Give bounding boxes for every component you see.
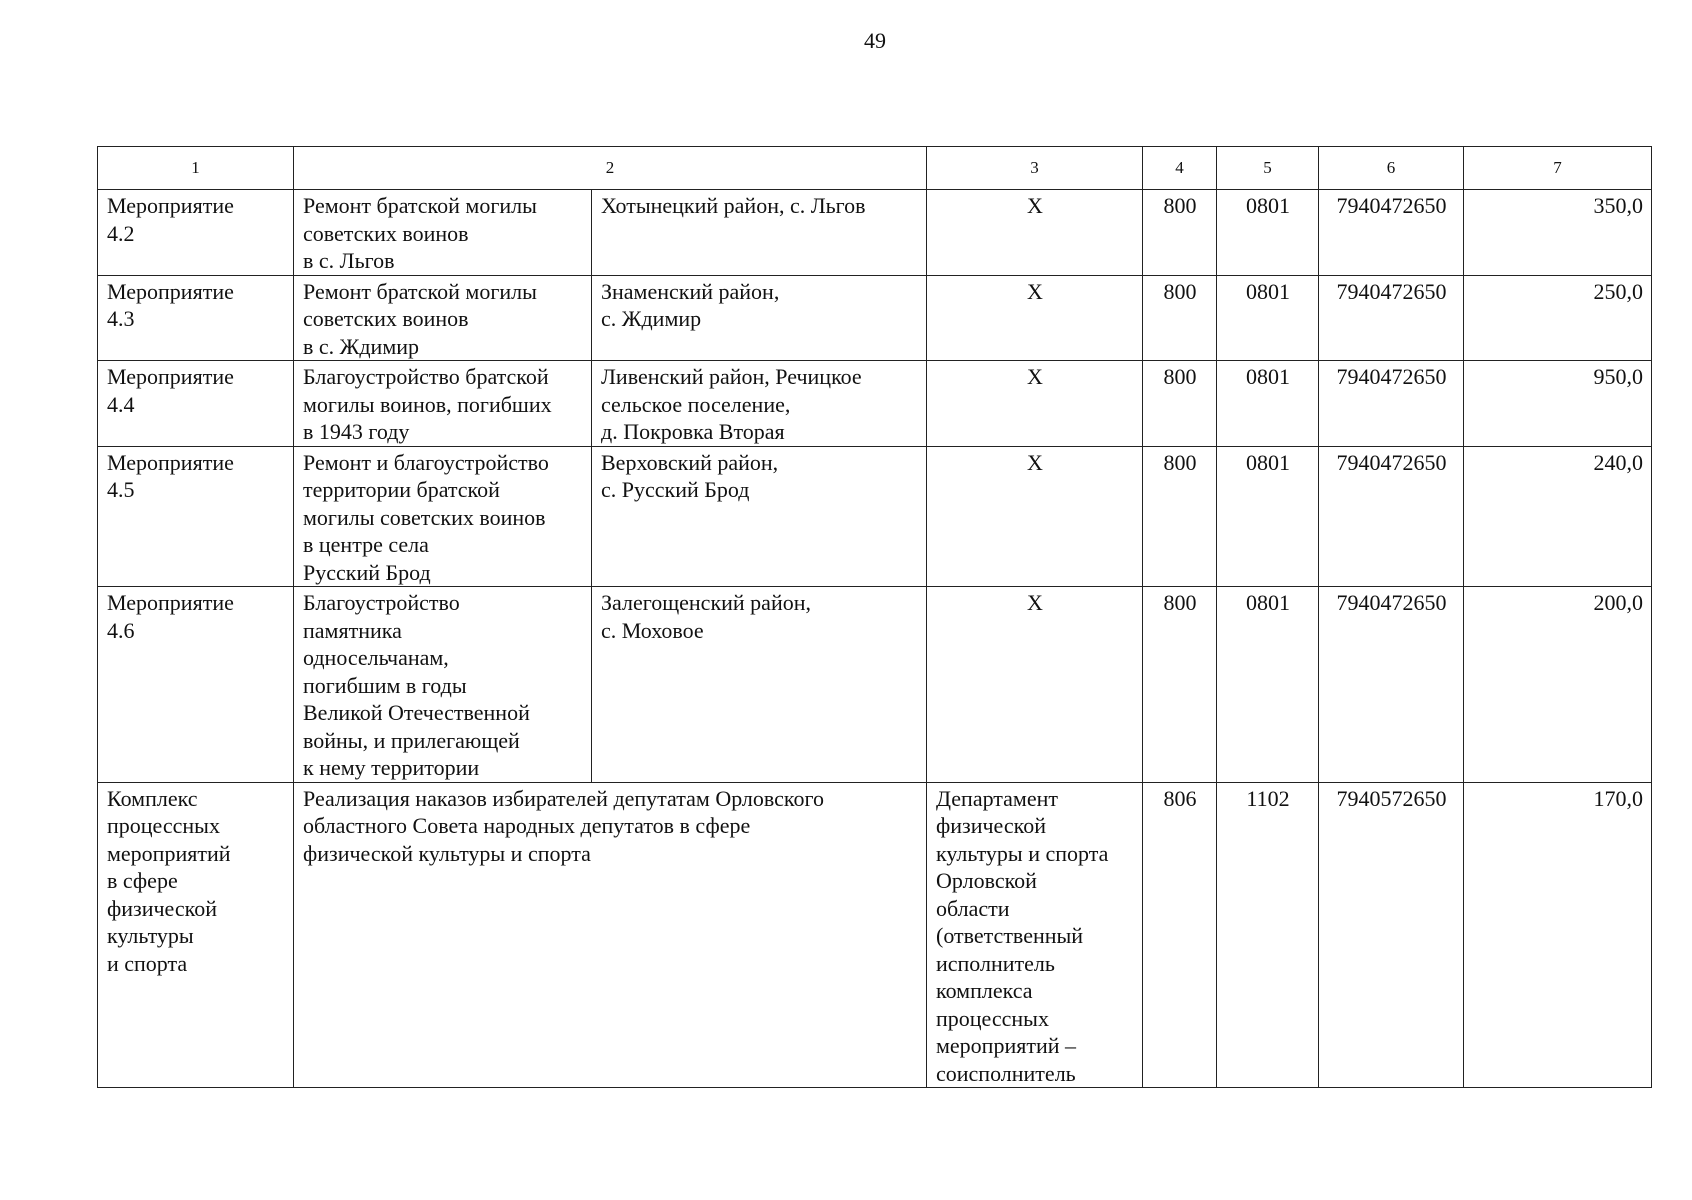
- location-cell: Знаменский район, с. Ждимир: [592, 275, 927, 361]
- event-cell: Мероприятие 4.4: [98, 361, 294, 447]
- header-cell: 3: [927, 147, 1143, 190]
- code-cell: 0801: [1217, 361, 1319, 447]
- event-cell: Мероприятие 4.6: [98, 587, 294, 783]
- code-cell: 7940472650: [1319, 361, 1464, 447]
- code-cell: 7940472650: [1319, 446, 1464, 587]
- work-cell: Ремонт и благоустройство территории братской могилы советских воинов в центре села Русский Брод: [294, 446, 592, 587]
- amount-cell: 350,0: [1464, 190, 1652, 276]
- location-cell: Верховский район, с. Русский Брод: [592, 446, 927, 587]
- executor-cell: Х: [927, 361, 1143, 447]
- event-cell: Мероприятие 4.3: [98, 275, 294, 361]
- amount-cell: 170,0: [1464, 782, 1652, 1088]
- code-cell: 800: [1143, 361, 1217, 447]
- code-cell: 7940472650: [1319, 190, 1464, 276]
- event-cell: Мероприятие 4.5: [98, 446, 294, 587]
- code-cell: 800: [1143, 446, 1217, 587]
- table-row-complex: [98, 782, 1652, 1088]
- table-row: [98, 446, 1652, 587]
- executor-cell: Департамент физической культуры и спорта Орловской области (ответственный исполнитель комплекса процессных мероприятий – соисполнитель: [927, 782, 1143, 1088]
- table-row: [98, 275, 1652, 361]
- work-cell: Благоустройство памятника односельчанам, погибшим в годы Великой Отечественной войны, и прилегающей к нему территории: [294, 587, 592, 783]
- executor-cell: Х: [927, 446, 1143, 587]
- work-cell: Ремонт братской могилы советских воинов в с. Ждимир: [294, 275, 592, 361]
- executor-cell: Х: [927, 275, 1143, 361]
- code-cell: 1102: [1217, 782, 1319, 1088]
- amount-cell: 240,0: [1464, 446, 1652, 587]
- table-row: [98, 361, 1652, 447]
- code-cell: 800: [1143, 587, 1217, 783]
- code-cell: 800: [1143, 275, 1217, 361]
- header-cell: 6: [1319, 147, 1464, 190]
- work-cell: Ремонт братской могилы советских воинов в с. Льгов: [294, 190, 592, 276]
- amount-cell: 200,0: [1464, 587, 1652, 783]
- executor-cell: Х: [927, 190, 1143, 276]
- header-row: [98, 147, 1652, 190]
- code-cell: 7940572650: [1319, 782, 1464, 1088]
- code-cell: 7940472650: [1319, 275, 1464, 361]
- amount-cell: 250,0: [1464, 275, 1652, 361]
- executor-cell: Х: [927, 587, 1143, 783]
- code-cell: 806: [1143, 782, 1217, 1088]
- event-cell: Комплекс процессных мероприятий в сфере физической культуры и спорта: [98, 782, 294, 1088]
- code-cell: 0801: [1217, 587, 1319, 783]
- code-cell: 0801: [1217, 446, 1319, 587]
- code-cell: 7940472650: [1319, 587, 1464, 783]
- header-cell: 4: [1143, 147, 1217, 190]
- code-cell: 0801: [1217, 275, 1319, 361]
- table-row: [98, 587, 1652, 783]
- location-cell: Залегощенский район, с. Моховое: [592, 587, 927, 783]
- page-number: 49: [864, 28, 886, 53]
- header-cell: 7: [1464, 147, 1652, 190]
- location-cell: Хотынецкий район, с. Льгов: [592, 190, 927, 276]
- table-row: [98, 190, 1652, 276]
- budget-table: [97, 146, 1652, 1088]
- amount-cell: 950,0: [1464, 361, 1652, 447]
- header-cell: 5: [1217, 147, 1319, 190]
- location-cell: Ливенский район, Речицкое сельское поселение, д. Покровка Вторая: [592, 361, 927, 447]
- header-cell: 1: [98, 147, 294, 190]
- code-cell: 800: [1143, 190, 1217, 276]
- event-cell: Мероприятие 4.2: [98, 190, 294, 276]
- work-cell: Реализация наказов избирателей депутатам Орловского областного Совета народных депутатов в сфере физической культуры и спорта: [294, 782, 927, 1088]
- work-cell: Благоустройство братской могилы воинов, погибших в 1943 году: [294, 361, 592, 447]
- header-cell: 2: [294, 147, 927, 190]
- code-cell: 0801: [1217, 190, 1319, 276]
